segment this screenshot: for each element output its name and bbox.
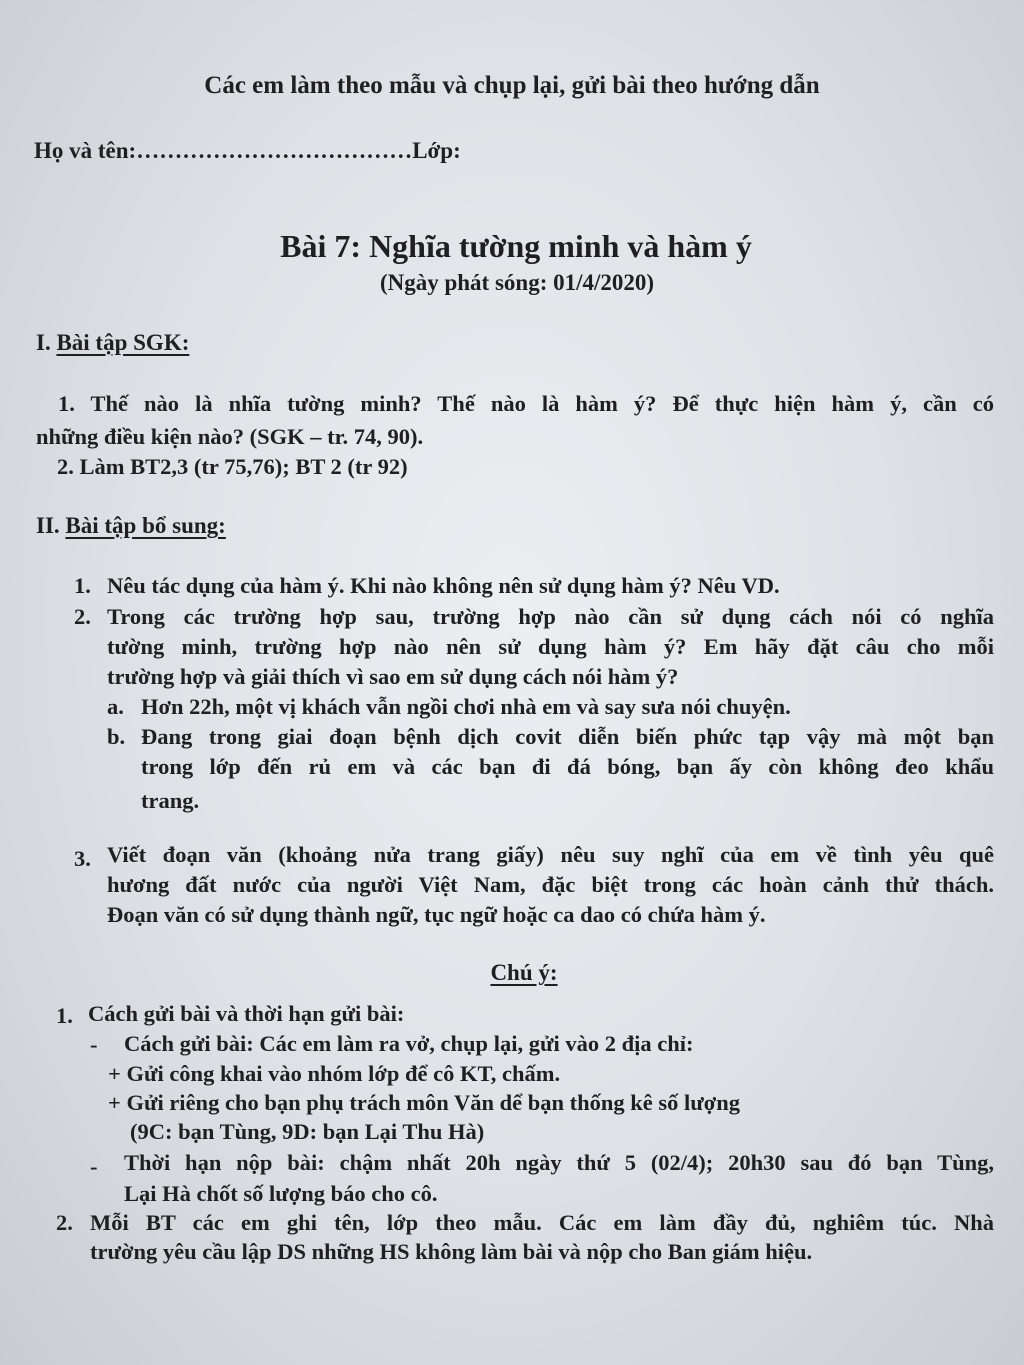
extra-item-3-line-1: Viết đoạn văn (khoảng nửa trang giấy) nêu suy nghĩ của em về tình yêu quê (107, 842, 994, 867)
deadline-line-2: Lại Hà chốt số lượng báo cho cô. (124, 1181, 438, 1206)
note-2-line-2: trường yêu cầu lập DS những HS không làm bài và nộp cho Ban giám hiệu. (90, 1239, 813, 1264)
extra-item-2-number: 2. (74, 604, 91, 629)
note-1-number: 1. (56, 1003, 73, 1028)
note-2-line-1: 2. Mỗi BT các em ghi tên, lớp theo mẫu. Các em làm đầy đủ, nghiêm túc. Nhà (56, 1210, 994, 1235)
send-method: Cách gửi bài: Các em làm ra vở, chụp lại, gửi vào 2 địa chỉ: (124, 1031, 694, 1056)
section-2-label: Bài tập bổ sung: (65, 513, 226, 538)
extra-item-1: Nêu tác dụng của hàm ý. Khi nào không nên sử dụng hàm ý? Nêu VD. (107, 573, 780, 598)
instruction-header: Các em làm theo mẫu và chụp lại, gửi bài theo hướng dẫn (204, 72, 820, 99)
note-dash-1: - (90, 1032, 98, 1057)
extra-item-2-line-2: tường minh, trường hợp nào nên sử dụng hàm ý? Em hãy đặt câu cho mỗi (107, 634, 994, 659)
extra-item-2-line-1: Trong các trường hợp sau, trường hợp nào cần sử dụng cách nói có nghĩa (107, 604, 994, 629)
extra-item-1-number: 1. (74, 573, 91, 598)
sub-item-a-letter: a. (107, 694, 124, 719)
extra-item-3-line-2: hương đất nước của người Việt Nam, đặc biệt trong các hoàn cảnh thử thách. (107, 872, 994, 897)
note-dash-2: - (90, 1154, 98, 1179)
section-2-heading (36, 513, 226, 539)
section-1-label: Bài tập SGK: (56, 330, 190, 355)
section-1-heading (36, 330, 189, 356)
sub-item-b-line-2: trong lớp đến rủ em và các bạn đi đá bóng, bạn ấy còn không đeo khẩu (141, 754, 994, 779)
send-method-private-detail: (9C: bạn Tùng, 9D: bạn Lại Thu Hà) (130, 1119, 485, 1144)
sub-item-b-line-1: Đang trong giai đoạn bệnh dịch covit diễn biến phức tạp vậy mà một bạn (141, 724, 994, 749)
extra-item-2-line-3: trường hợp và giải thích vì sao em sử dụng cách nói hàm ý? (107, 664, 679, 689)
send-method-public: + Gửi công khai vào nhóm lớp để cô KT, chấm. (108, 1061, 561, 1086)
send-method-private: + Gửi riêng cho bạn phụ trách môn Văn dể bạn thống kê số lượng (108, 1090, 740, 1115)
sub-item-b-letter: b. (107, 724, 126, 749)
sgk-question-2: 2. Làm BT2,3 (tr 75,76); BT 2 (tr 92) (57, 454, 408, 479)
sgk-question-1-line-2: những điều kiện nào? (SGK – tr. 74, 90). (36, 424, 424, 449)
extra-item-3-number: 3. (74, 846, 91, 871)
deadline-line-1: Thời hạn nộp bài: chậm nhất 20h ngày thứ 5 (02/4); 20h30 sau đó bạn Tùng, (124, 1150, 994, 1175)
broadcast-date: (Ngày phát sóng: 01/4/2020) (379, 270, 655, 295)
extra-item-3-line-3: Đoạn văn có sử dụng thành ngữ, tục ngữ hoặc ca dao có chứa hàm ý. (107, 902, 766, 927)
lesson-title: Bài 7: Nghĩa tường minh và hàm ý (280, 228, 752, 264)
sub-item-b-line-3: trang. (141, 788, 200, 813)
name-class-field: Họ và tên:………………………………Lớp: (34, 138, 461, 163)
sub-item-a: Hơn 22h, một vị khách vẫn ngồi chơi nhà em và say sưa nói chuyện. (141, 694, 791, 719)
sgk-question-1-line-1: 1. Thế nào là nhĩa tường minh? Thế nào là hàm ý? Để thực hiện hàm ý, cần có (58, 391, 994, 416)
section-2-number: II. (36, 513, 66, 538)
section-1-number: I. (36, 330, 57, 355)
note-1: Cách gửi bài và thời hạn gửi bài: (88, 1001, 405, 1026)
notes-title: Chú ý: (490, 960, 558, 985)
notes-heading (0, 960, 1024, 986)
